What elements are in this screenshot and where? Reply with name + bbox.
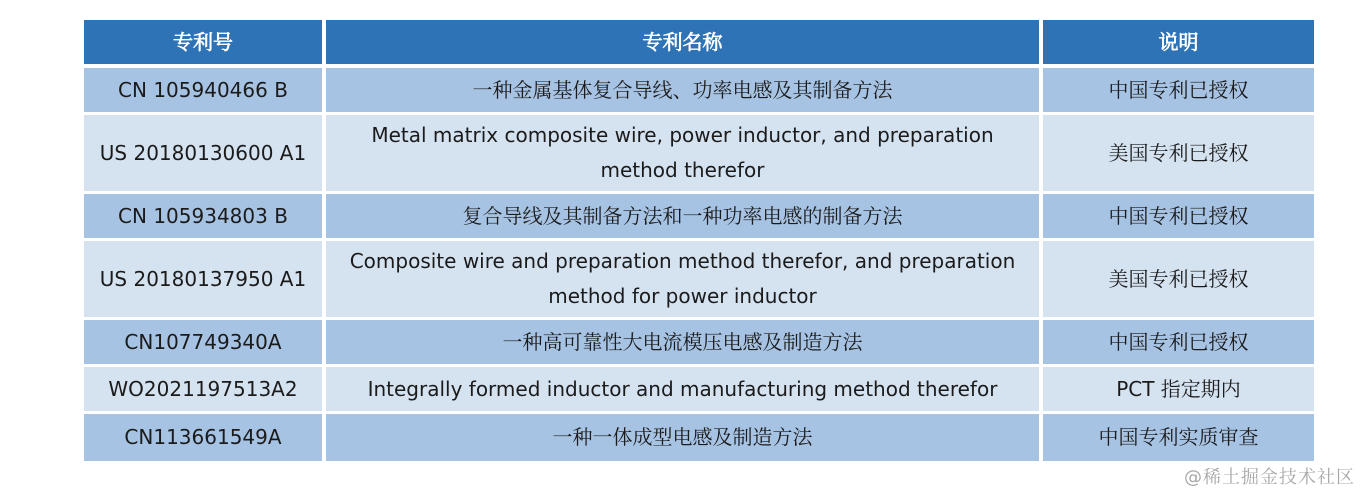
patent-number-cell: CN 105940466 B [84, 68, 326, 115]
patent-title-cell: Composite wire and preparation method therefor, and preparation method for power inductor [326, 241, 1043, 320]
header-patent-title: 专利名称 [326, 20, 1043, 68]
header-status: 说明 [1043, 20, 1314, 68]
patent-title-cell: 一种高可靠性大电流模压电感及制造方法 [326, 320, 1043, 367]
table-row [84, 194, 1314, 241]
patent-number-cell: CN113661549A [84, 414, 326, 461]
header-patent-number: 专利号 [84, 20, 326, 68]
patent-title-cell: Metal matrix composite wire, power inductor, and preparation method therefor [326, 115, 1043, 194]
patent-number-cell: CN107749340A [84, 320, 326, 367]
patent-title-cell: 一种一体成型电感及制造方法 [326, 414, 1043, 461]
watermark: @稀土掘金技术社区 [1184, 467, 1355, 488]
patent-status-cell: 中国专利已授权 [1043, 320, 1314, 367]
table-row [84, 320, 1314, 367]
table-row [84, 68, 1314, 115]
patent-table [84, 20, 1314, 461]
patent-number-cell: CN 105934803 B [84, 194, 326, 241]
table-row [84, 115, 1314, 194]
patent-status-cell: PCT 指定期内 [1043, 367, 1314, 414]
patent-status-cell: 中国专利已授权 [1043, 194, 1314, 241]
table-row [84, 241, 1314, 320]
patent-title-cell: 一种金属基体复合导线、功率电感及其制备方法 [326, 68, 1043, 115]
patent-title-cell: Integrally formed inductor and manufacturing method therefor [326, 367, 1043, 414]
table-header-row [84, 20, 1314, 68]
patent-status-cell: 中国专利已授权 [1043, 68, 1314, 115]
patent-number-cell: US 20180137950 A1 [84, 241, 326, 320]
patent-number-cell: US 20180130600 A1 [84, 115, 326, 194]
table-row [84, 367, 1314, 414]
table-row [84, 414, 1314, 461]
patent-status-cell: 美国专利已授权 [1043, 241, 1314, 320]
patent-title-cell: 复合导线及其制备方法和一种功率电感的制备方法 [326, 194, 1043, 241]
patent-status-cell: 中国专利实质审查 [1043, 414, 1314, 461]
patent-status-cell: 美国专利已授权 [1043, 115, 1314, 194]
patent-number-cell: WO2021197513A2 [84, 367, 326, 414]
